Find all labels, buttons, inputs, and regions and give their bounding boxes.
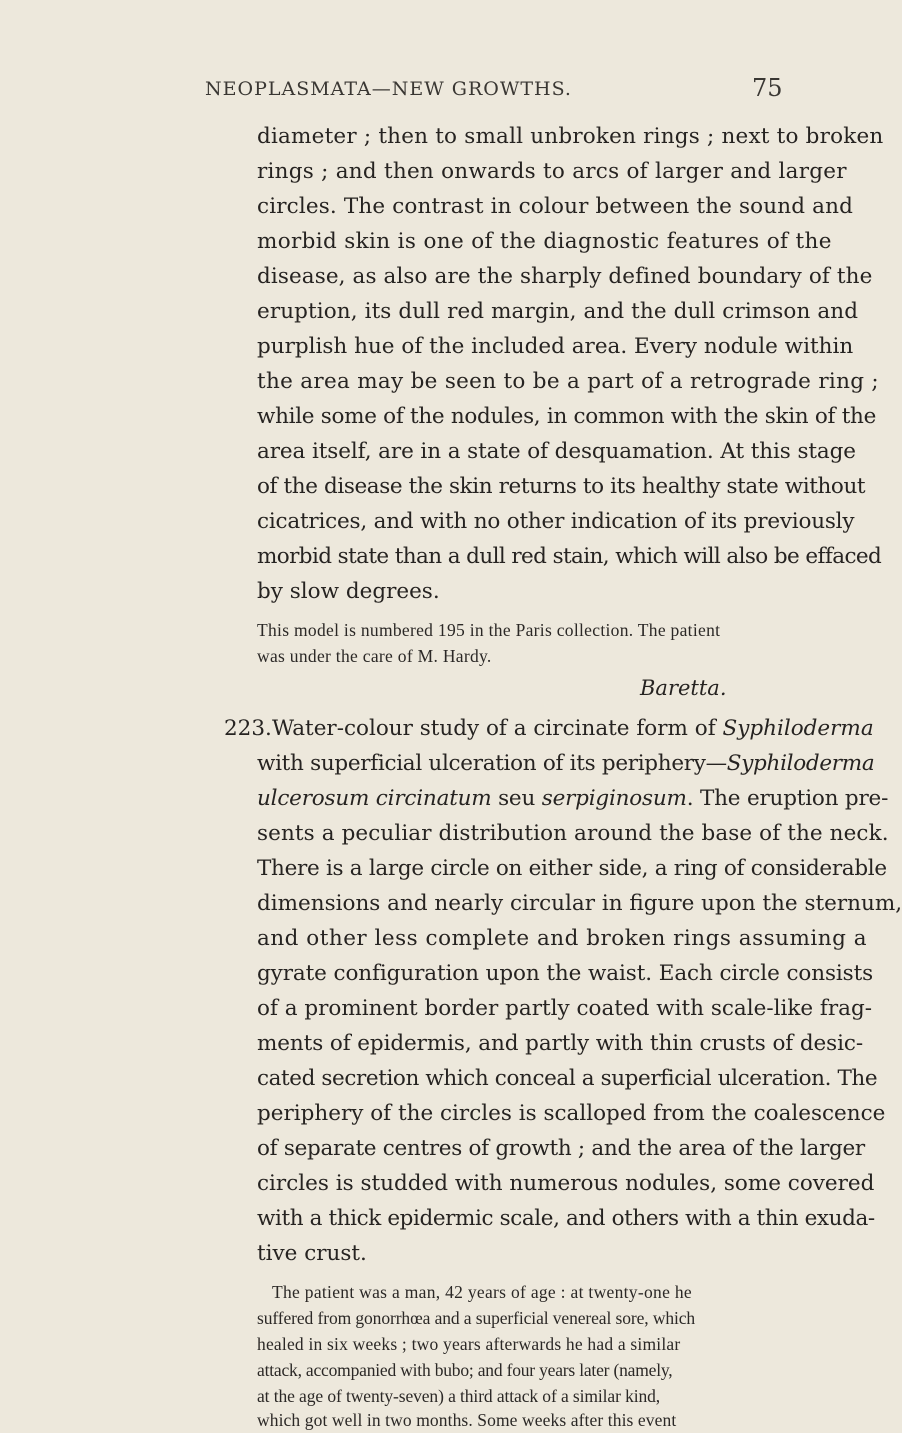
entry-line: tive crust. [257,1241,367,1266]
text-line: morbid state than a dull red stain, which will also be effaced [257,544,882,569]
entry-line: of separate centres of growth ; and the area of the larger [257,1136,865,1161]
entry-line: and other less complete and broken rings assuming a [257,926,868,951]
text-line: morbid skin is one of the diagnostic features of the [257,229,832,254]
text-line: while some of the nodules, in common with the skin of the [257,404,877,429]
note-line: was under the care of M. Hardy. [257,646,492,666]
entry-line: sents a peculiar distribution around the base of the neck. [257,821,889,846]
running-head: NEOPLASMATA—NEW GROWTHS. [205,78,572,100]
entry-term: ulcerosum circinatum [257,786,492,811]
entry-number: 223. [224,716,272,741]
note-line: This model is numbered 195 in the Paris collection. The patient [257,620,721,640]
text-line: by slow degrees. [257,579,440,604]
note-line: The patient was a man, 42 years of age : at twenty-one he [272,1282,692,1302]
text-line: the area may be seen to be a part of a retrograde ring ; [257,369,879,394]
entry-line: ments of epidermis, and partly with thin crusts of desic- [257,1031,864,1056]
entry-line [257,751,874,776]
entry-term: serpiginosum [541,786,687,811]
entry-line: circles is studded with numerous nodules, some covered [257,1171,875,1196]
page-number: 75 [752,74,783,102]
note-line: attack, accompanied with bubo; and four years later (namely, [257,1360,673,1380]
entry-line [257,786,888,811]
entry-line [272,716,874,741]
entry-line: dimensions and nearly circular in figure upon the sternum, [257,891,902,916]
entry-line: of a prominent border partly coated with scale-like frag- [257,996,873,1021]
text-line: purplish hue of the included area. Every nodule within [257,334,854,359]
entry-line: periphery of the circles is scalloped from the coalescence [257,1101,886,1126]
text-line: eruption, its dull red margin, and the dull crimson and [257,299,859,324]
entry-term: Syphiloderma [722,716,874,741]
entry-line: gyrate configuration upon the waist. Each circle consists [257,961,874,986]
text-line: rings ; and then onwards to arcs of larger and larger [257,159,847,184]
text-line: diameter ; then to small unbroken rings ; next to broken [257,124,884,149]
note-line: suffered from gonorrhœa and a superficial venereal sore, which [257,1308,696,1328]
entry-text: . The eruption pre- [686,786,889,811]
entry-line: with a thick epidermic scale, and others with a thin exuda- [257,1206,875,1231]
text-line: disease, as also are the sharply defined boundary of the [257,264,873,289]
entry-text: seu [491,786,542,811]
text-line: area itself, are in a state of desquamation. At this stage [257,439,856,464]
text-line: cicatrices, and with no other indication of its previously [257,509,855,534]
entry-text: with superficial ulceration of its periphery— [257,751,727,776]
signature: Baretta. [640,676,727,700]
entry-text: Water-colour study of a circinate form of [272,716,723,741]
entry-line: cated secretion which conceal a superficial ulceration. The [257,1066,878,1091]
entry-term: Syphiloderma [726,751,875,776]
text-line: circles. The contrast in colour between the sound and [257,194,854,219]
text-line: of the disease the skin returns to its healthy state without [257,474,866,499]
note-line: healed in six weeks ; two years afterwards he had a similar [257,1334,681,1354]
page-header [0,74,800,108]
entry-line: There is a large circle on either side, a ring of considerable [257,856,887,881]
note-line: which got well in two months. Some weeks after this event [257,1410,677,1430]
note-line: at the age of twenty-seven) a third attack of a similar kind, [257,1386,661,1406]
